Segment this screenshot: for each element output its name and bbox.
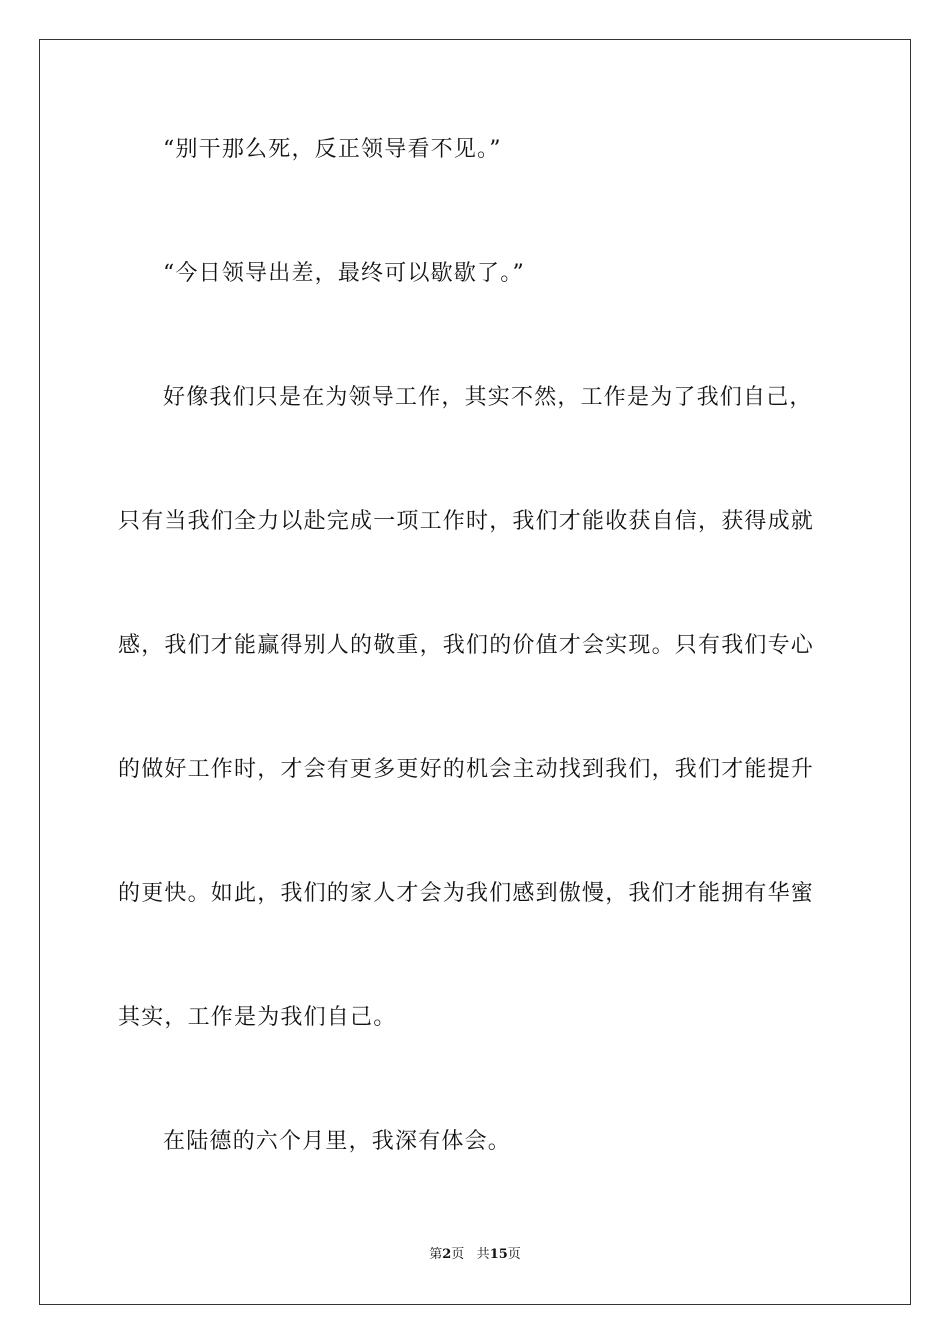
page-prefix: 第 [429, 1247, 443, 1262]
paragraph-line: 好像我们只是在为领导工作，其实不然，工作是为了我们自己， [163, 385, 813, 410]
paragraph-line: 在陆德的六个月里，我深有体会。 [163, 1129, 512, 1154]
total-prefix: 共 [476, 1247, 490, 1262]
paragraph-line: 的更快。如此，我们的家人才会为我们感到傲慢，我们才能拥有华蜜 [118, 881, 815, 906]
page-border [39, 39, 911, 1305]
paragraph-line: 感，我们才能赢得别人的敬重，我们的价值才会实现。只有我们专心 [118, 633, 815, 658]
paragraph-line: “今日领导出差，最终可以歇歇了。” [163, 261, 525, 286]
paragraph-line: 其实，工作是为我们自己。 [118, 1005, 397, 1030]
paragraph-line: “别干那么死，反正领导看不见。” [163, 137, 502, 162]
page-footer [0, 1246, 950, 1264]
paragraph-line: 只有当我们全力以赴完成一项工作时，我们才能收获自信，获得成就 [118, 509, 815, 534]
total-pages-number: 15 [489, 1247, 508, 1262]
total-suffix: 页 [507, 1247, 521, 1262]
page-suffix: 页 [451, 1247, 465, 1262]
current-page-number: 2 [442, 1247, 452, 1262]
paragraph-line: 的做好工作时，才会有更多更好的机会主动找到我们，我们才能提升 [118, 757, 815, 782]
